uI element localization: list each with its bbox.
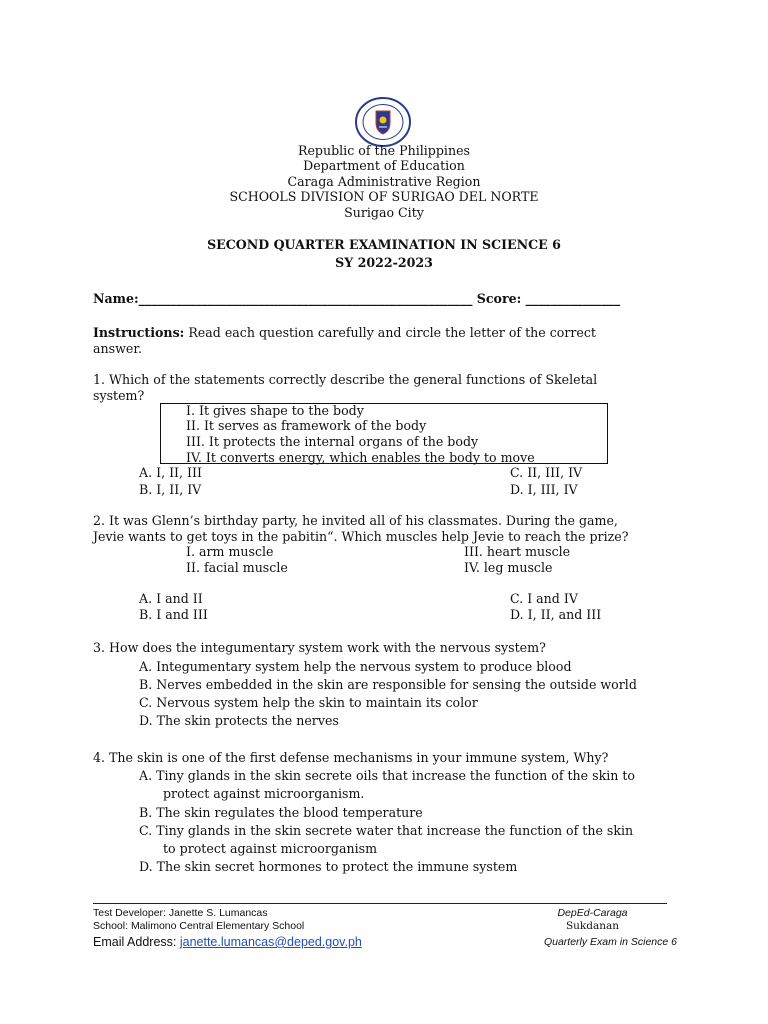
q4-option-b[interactable]: B. The skin regulates the blood temperature [139, 805, 423, 820]
footer-email-label: Email Address: [93, 935, 180, 949]
header-region: Caraga Administrative Region [287, 174, 481, 189]
q4-option-d[interactable]: D. The skin secret hormones to protect the immune system [139, 859, 518, 874]
name-blank[interactable]: _____________________________________________________ [138, 291, 473, 306]
q2-item-2: II. facial muscle [186, 560, 288, 575]
header-city: Surigao City [344, 205, 424, 220]
q4-option-a-cont: protect against microorganism. [163, 786, 365, 801]
footer-email-line [93, 934, 362, 950]
q3-option-b[interactable]: B. Nerves embedded in the skin are responsible for sensing the outside world [139, 677, 637, 692]
q1-statement-3: III. It protects the internal organs of the body [186, 434, 479, 449]
exam-title: SECOND QUARTER EXAMINATION IN SCIENCE 6 [207, 237, 561, 252]
deped-seal-icon [354, 96, 412, 148]
name-score-line [93, 291, 620, 307]
q1-option-b[interactable]: B. I, II, IV [139, 482, 202, 497]
q1-statement-4: IV. It converts energy, which enables the body to move [186, 450, 535, 465]
q4-option-c[interactable]: C. Tiny glands in the skin secrete water that increase the function of the skin [139, 823, 634, 838]
score-label: Score: [476, 291, 522, 306]
q2-option-d[interactable]: D. I, II, and III [510, 607, 602, 622]
q4-option-a[interactable]: A. Tiny glands in the skin secrete oils that increase the function of the skin to [139, 768, 636, 783]
q2-option-b[interactable]: B. I and III [139, 607, 208, 622]
q2-item-4: IV. leg muscle [464, 560, 553, 575]
header-republic: Republic of the Philippines [297, 143, 470, 158]
q1-stem: 1. Which of the statements correctly describe the general functions of Skeletal [93, 372, 598, 387]
q1-option-a[interactable]: A. I, II, III [139, 465, 202, 480]
q1-option-c[interactable]: C. II, III, IV [510, 465, 583, 480]
header-division: SCHOOLS DIVISION OF SURIGAO DEL NORTE [229, 189, 539, 204]
q3-option-a[interactable]: A. Integumentary system help the nervous system to produce blood [139, 659, 572, 674]
q1-stem-cont: system? [93, 388, 145, 403]
instructions-text-cont: answer. [93, 341, 142, 356]
footer-deped-caraga: DepEd-Caraga [557, 907, 628, 919]
q2-option-c[interactable]: C. I and IV [510, 591, 578, 606]
q2-item-3: III. heart muscle [464, 544, 571, 559]
footer-email-link[interactable]: janette.lumancas@deped.gov.ph [179, 935, 362, 949]
exam-year: SY 2022-2023 [335, 255, 433, 270]
instructions-label: Instructions: [93, 325, 185, 340]
instructions [93, 325, 596, 341]
q3-option-d[interactable]: D. The skin protects the nerves [139, 713, 339, 728]
footer-quarterly-exam: Quarterly Exam in Science 6 [543, 936, 677, 948]
q3-stem: 3. How does the integumentary system work with the nervous system? [93, 640, 546, 655]
q1-statement-1: I. It gives shape to the body [186, 403, 364, 418]
q4-stem: 4. The skin is one of the first defense mechanisms in your immune system, Why? [93, 750, 609, 765]
q3-option-c[interactable]: C. Nervous system help the skin to maintain its color [139, 695, 478, 710]
score-blank[interactable]: _______________ [525, 291, 621, 306]
q2-stem: 2. It was Glenn’s birthday party, he invited all of his classmates. During the game, [93, 513, 618, 528]
q2-option-a[interactable]: A. I and II [139, 591, 203, 606]
footer-divider [93, 903, 667, 904]
footer-sukdanan: Sukdanan [565, 920, 620, 932]
header-department: Department of Education [303, 158, 465, 173]
q1-statement-2: II. It serves as framework of the body [186, 418, 427, 433]
instructions-text: Read each question carefully and circle the letter of the correct [184, 325, 596, 340]
q2-item-1: I. arm muscle [186, 544, 274, 559]
q1-option-d[interactable]: D. I, III, IV [510, 482, 578, 497]
q4-option-c-cont: to protect against microorganism [163, 841, 378, 856]
footer-developer: Test Developer: Janette S. Lumancas [93, 907, 268, 919]
footer-school: School: Malimono Central Elementary School [93, 920, 305, 932]
q2-stem-cont: Jevie wants to get toys in the pabitin“. Which muscles help Jevie to reach the prize? [93, 529, 629, 544]
name-label: Name: [93, 291, 139, 306]
